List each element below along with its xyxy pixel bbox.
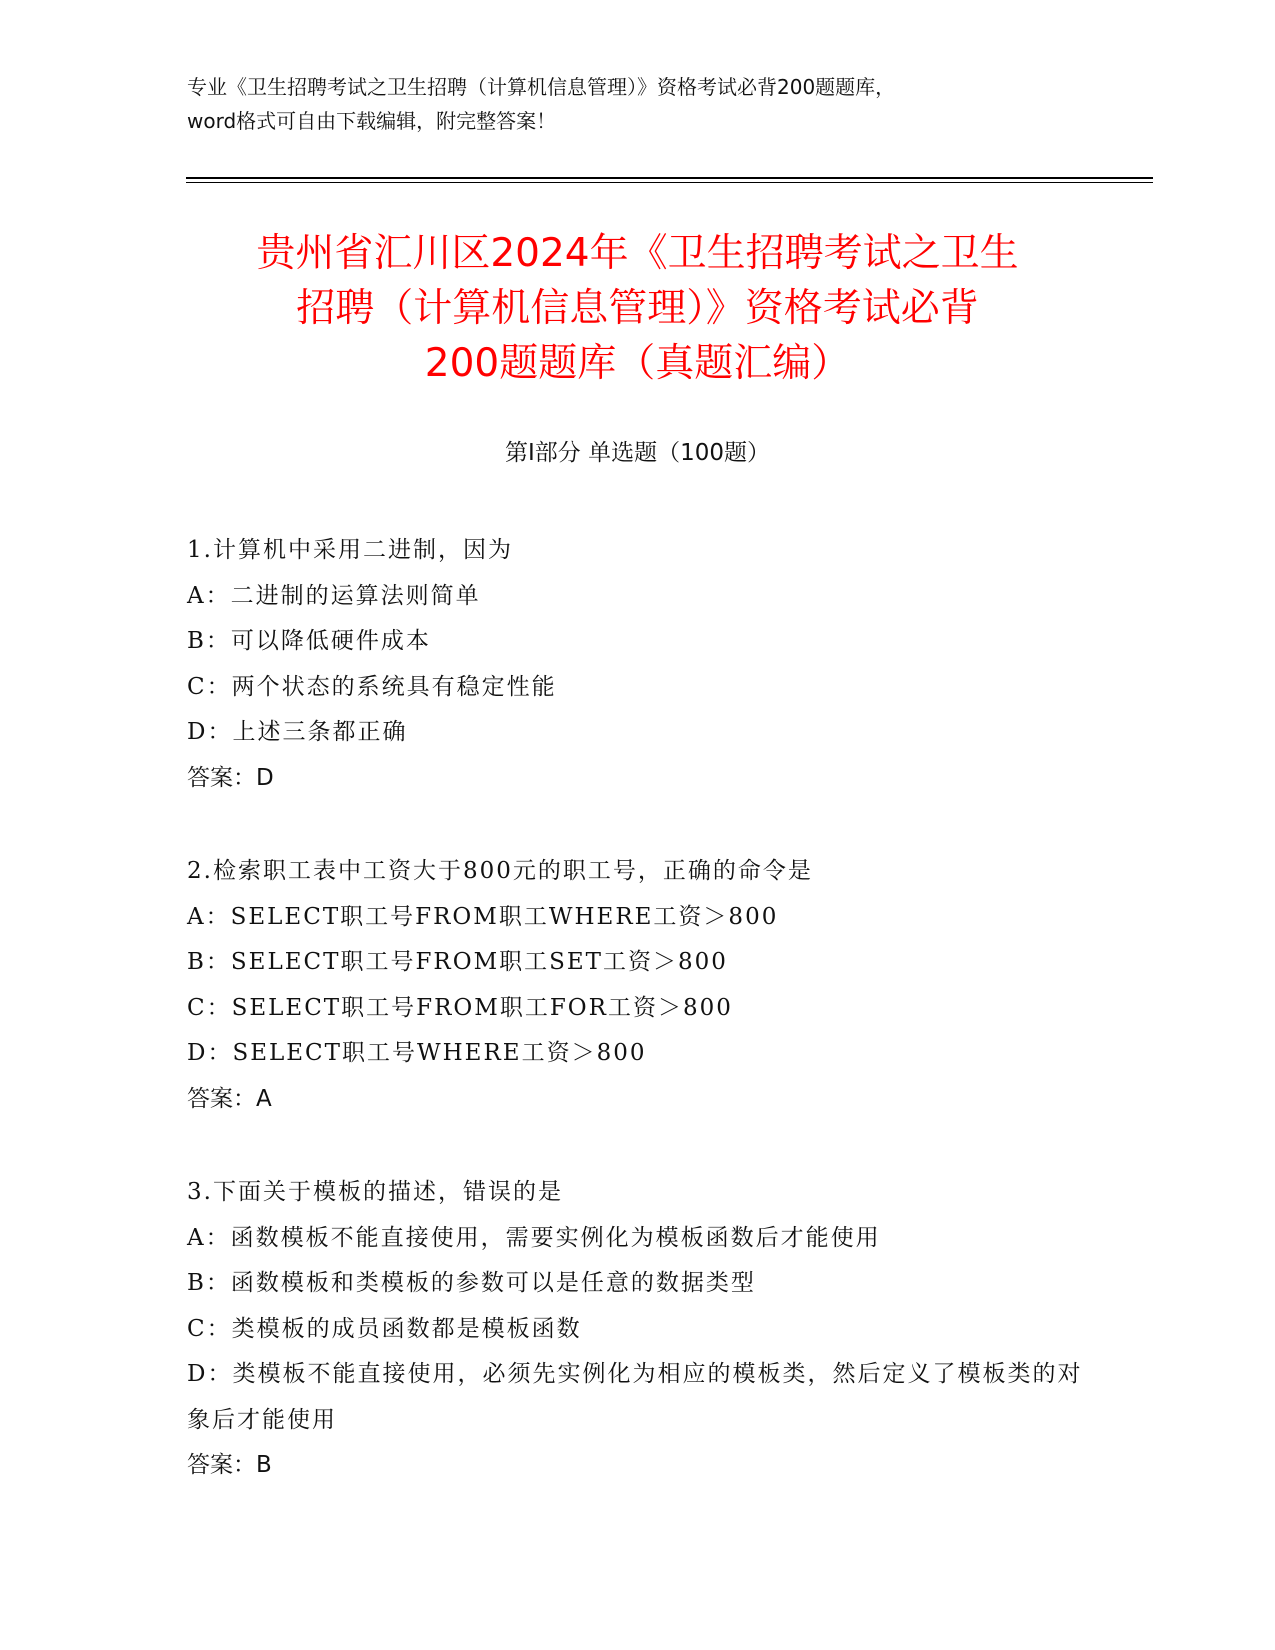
question-stem: 2.检索职工表中工资大于800元的职工号，正确的命令是 [187,858,813,884]
header-note-line-2: word格式可自由下载编辑，附完整答案！ [187,109,557,133]
option-c: C：SELECT职工号FROM职工FOR工资＞800 [187,994,733,1021]
option-c: C：两个状态的系统具有稳定性能 [187,673,557,700]
question-1 [187,528,1087,801]
option-a: A：函数模板不能直接使用，需要实例化为模板函数后才能使用 [187,1224,881,1251]
section-heading: 第I部分 单选题（100题） [505,440,770,466]
option-b: B：SELECT职工号FROM职工SET工资＞800 [187,949,728,975]
question-stem: 1.计算机中采用二进制，因为 [187,537,513,563]
question-list [187,528,1087,1537]
option-b: B：函数模板和类模板的参数可以是任意的数据类型 [187,1270,756,1296]
header-divider-thin [186,182,1153,183]
option-a: A：SELECT职工号FROM职工WHERE工资＞800 [187,903,779,930]
question-stem: 3.下面关于模板的描述，错误的是 [187,1179,563,1205]
document-title [150,226,1125,391]
header-note-line-1: 专业《卫生招聘考试之卫生招聘（计算机信息管理）》资格考试必背200题题库， [187,75,896,99]
question-3 [187,1170,1087,1489]
answer: 答案：D [187,764,274,791]
option-d: D：类模板不能直接使用，必须先实例化为相应的模板类，然后定义了模板类的对象后才能使用 [187,1361,1083,1433]
header-divider-thick [186,177,1153,179]
document-title-line-1: 贵州省汇川区2024年《卫生招聘考试之卫生 [256,231,1019,276]
option-d: D：上述三条都正确 [187,719,408,745]
option-c: C：类模板的成员函数都是模板函数 [187,1315,582,1342]
option-d: D：SELECT职工号WHERE工资＞800 [187,1040,647,1066]
option-b: B：可以降低硬件成本 [187,628,431,654]
document-title-line-2: 招聘（计算机信息管理）》资格考试必背 [296,286,979,331]
question-2 [187,849,1087,1122]
option-a: A：二进制的运算法则简单 [187,582,481,609]
document-title-line-3: 200题题库（真题汇编） [424,341,851,386]
answer: 答案：A [187,1085,272,1112]
header-note [187,70,1087,138]
answer: 答案：B [187,1452,272,1478]
